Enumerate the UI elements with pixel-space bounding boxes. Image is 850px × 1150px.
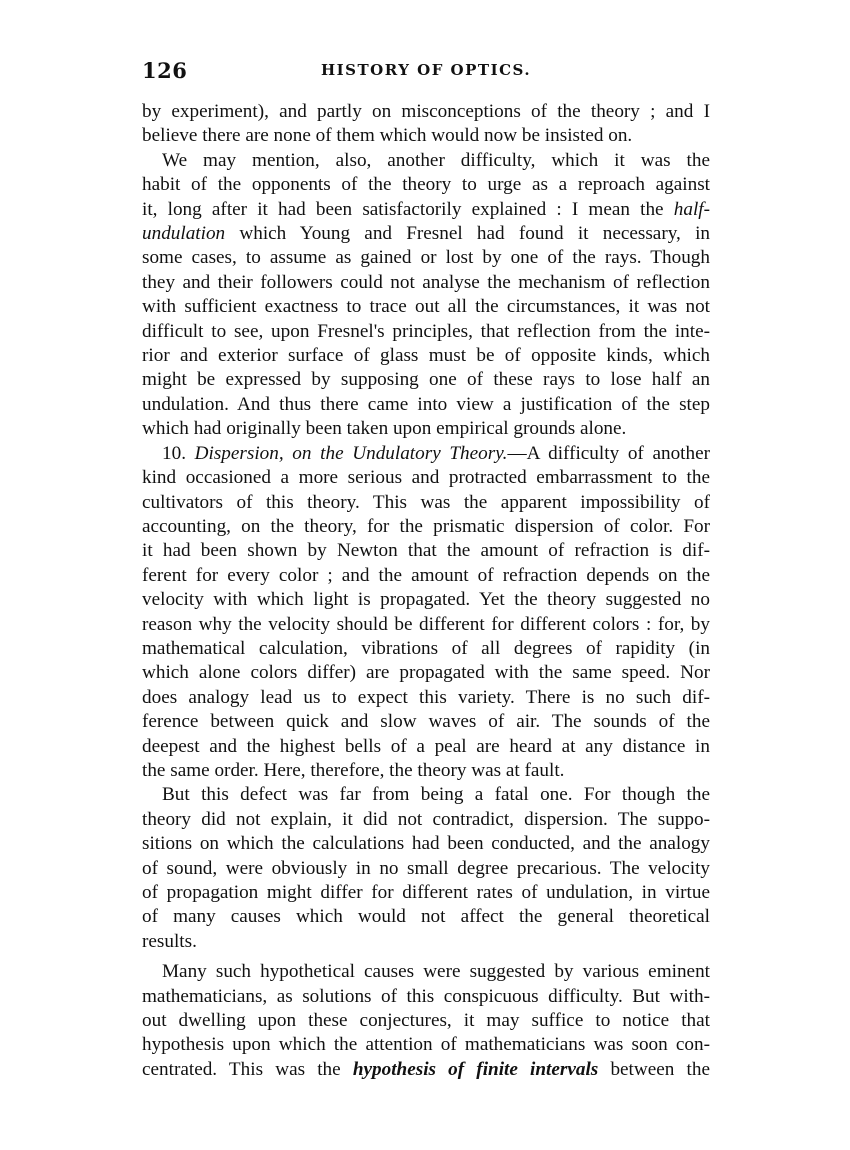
italic-term: undulation: [142, 223, 226, 245]
text-line: ference between quick and slow waves of air. The sounds of the: [142, 711, 710, 733]
text-line: the same order. Here, therefore, the theory was at fault.: [142, 759, 565, 781]
text-line: [142, 442, 710, 466]
emphasized-term: hypothesis of finite intervals: [352, 1058, 599, 1080]
text-line: theory did not explain, it did not contradict, dispersion. The suppo-: [142, 808, 710, 830]
text-line: with sufficient exactness to trace out all the circumstances, it was not: [142, 296, 710, 318]
text-line: which had originally been taken upon empirical grounds alone.: [142, 418, 627, 440]
text-line: ferent for every color ; and the amount of refraction depends on the: [142, 564, 710, 586]
text-line: [142, 1058, 710, 1082]
text-line: might be expressed by supposing one of these rays to lose half an: [142, 369, 710, 391]
italic-term: half-: [673, 198, 710, 220]
text-line: habit of the opponents of the theory to urge as a reproach against: [142, 174, 710, 196]
text-line: believe there are none of them which would now be insisted on.: [142, 125, 633, 147]
text-line: does analogy lead us to expect this variety. There is no such dif-: [142, 686, 710, 708]
text-line: of many causes which would not affect the general theoretical: [142, 906, 710, 928]
running-title: HISTORY OF OPTICS.: [320, 61, 532, 79]
text-line: [142, 222, 710, 246]
text-line: kind occasioned a more serious and protracted embarrassment to the: [142, 467, 710, 489]
text-line: undulation. And thus there came into view a justification of the step: [142, 393, 710, 415]
text-line: results.: [142, 930, 197, 952]
text-line: Many such hypothetical causes were suggested by various eminent: [162, 961, 710, 983]
text-segment: which Young and Fresnel had found it necessary, in: [225, 223, 710, 245]
text-line: they and their followers could not analyse the mechanism of reflection: [142, 271, 710, 293]
text-line: But this defect was far from being a fatal one. For though the: [162, 784, 710, 806]
text-line: We may mention, also, another difficulty, which it was the: [162, 149, 710, 171]
section-number: 10.: [162, 442, 186, 464]
text-segment: —A difficulty of another: [507, 442, 710, 464]
text-segment: centrated. This was the: [142, 1058, 353, 1080]
text-line: some cases, to assume as gained or lost by one of the rays. Though: [142, 247, 710, 269]
text-line: of propagation might differ for different rates of undulation, in virtue: [142, 882, 710, 903]
paragraph-1: [142, 100, 710, 149]
text-line: hypothesis upon which the attention of mathematicians was soon con-: [142, 1034, 710, 1056]
text-line: sitions on which the calculations had been conducted, and the analogy: [142, 833, 710, 855]
paragraph-3: [142, 442, 710, 784]
paragraph-4: [142, 783, 710, 954]
text-segment: between the: [598, 1058, 710, 1080]
text-line: mathematical calculation, vibrations of all degrees of rapidity (in: [142, 637, 710, 659]
paragraph-5: [142, 960, 710, 1082]
text-line: cultivators of this theory. This was the apparent impossibility of: [142, 491, 710, 513]
text-line: reason why the velocity should be different for different colors : for, by: [142, 613, 710, 635]
body-text: [142, 100, 710, 1082]
text-segment: it, long after it had been satisfactorily explained : I mean the: [142, 198, 674, 220]
text-line: which alone colors differ) are propagated with the same speed. Nor: [142, 662, 710, 684]
text-line: accounting, on the theory, for the prismatic dispersion of color. For: [142, 515, 710, 537]
text-line: out dwelling upon these conjectures, it may suffice to notice that: [142, 1010, 710, 1032]
text-line: rior and exterior surface of glass must be of opposite kinds, which: [142, 345, 710, 367]
text-line: deepest and the highest bells of a peal are heard at any distance in: [142, 735, 710, 757]
section-heading: Dispersion, on the Undulatory Theory.: [194, 442, 508, 464]
text-line: mathematicians, as solutions of this conspicuous difficulty. But with-: [142, 985, 710, 1007]
text-line: it had been shown by Newton that the amount of refraction is dif-: [142, 540, 710, 562]
text-line: [142, 198, 710, 222]
text-line: by experiment), and partly on misconceptions of the theory ; and I: [142, 101, 710, 122]
page-number: 126: [142, 58, 188, 83]
text-line: velocity with which light is propagated. Yet the theory suggested no: [142, 589, 710, 611]
text-line: of sound, were obviously in no small degree precarious. The velocity: [142, 857, 710, 879]
paragraph-2: [142, 149, 710, 442]
text-line: difficult to see, upon Fresnel's principles, that reflection from the inte-: [142, 320, 710, 342]
running-head: [142, 58, 710, 86]
